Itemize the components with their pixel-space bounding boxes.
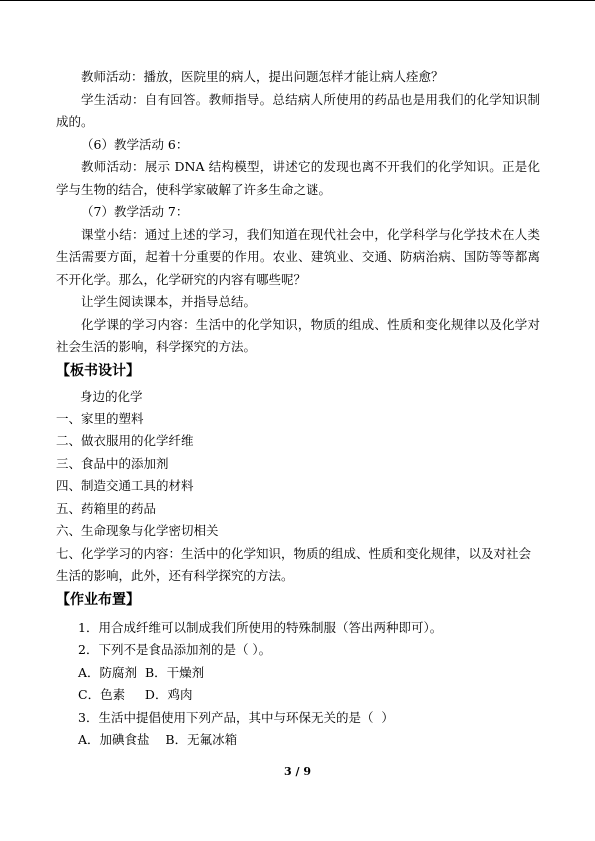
homework-question-3-options-ab: A．加碘食盐 B．无氟冰箱 — [78, 732, 238, 747]
paragraph-class-summary: 课堂小结：通过上述的学习，我们知道在现代社会中，化学科学与化学技术在人类生活需要方面，起着十分重要的作用。农业、建筑业、交通、防病治病、国防等等都离不开化学。那么，化学研究的内容有哪些呢？ — [56, 226, 540, 287]
board-item-3: 三、食品中的添加剂 — [56, 455, 169, 471]
board-design-title: 身边的化学 — [80, 388, 143, 404]
board-item-7: 七、化学学习的内容：生活中的化学知识，物质的组成、性质和变化规律，以及对社会生活的影响，此外，还有科学探究的方法。 — [56, 545, 532, 583]
board-item-4: 四、制造交通工具的材料 — [56, 478, 194, 493]
board-item-5: 五、药箱里的药品 — [56, 500, 157, 516]
homework-question-2-options-cd: C．色素 D．鸡肉 — [78, 687, 193, 702]
paragraph-student-activity: 学生活动：自有回答。教师指导。总结病人所使用的药品也是用我们的化学知识制成的。 — [56, 91, 540, 129]
document-body — [56, 66, 540, 752]
board-item-1: 一、家里的塑料 — [56, 410, 144, 426]
paragraph-teacher-activity-video: 教师活动：播放，医院里的病人，提出问题怎样才能让病人痊愈？ — [81, 69, 444, 84]
board-item-2: 二、做衣服用的化学纤维 — [56, 433, 194, 448]
board-design-heading: 【板书设计】 — [56, 362, 140, 379]
homework-question-2: 2．下列不是食品添加剂的是（ ）。 — [78, 642, 272, 657]
header-rule — [0, 0, 595, 1]
homework-heading: 【作业布置】 — [56, 591, 140, 608]
board-item-6: 六、生命现象与化学密切相关 — [56, 523, 219, 538]
homework-question-3: 3．生活中提倡使用下列产品，其中与环保无关的是（ ） — [78, 709, 394, 725]
homework-question-1: 1．用合成纤维可以制成我们所使用的特殊制服（答出两种即可）。 — [78, 619, 443, 635]
page-number: 3 / 9 — [284, 765, 311, 778]
section-activity-6: （6）教学活动 6： — [81, 136, 189, 152]
paragraph-teacher-activity-dna: 教师活动：展示 DNA 结构模型，讲述它的发现也离不开我们的化学知识。正是化学与生物的结合，使科学家破解了许多生命之谜。 — [56, 159, 540, 197]
paragraph-course-content: 化学课的学习内容：生活中的化学知识，物质的组成、性质和变化规律以及化学对社会生活的影响，科学探究的方法。 — [56, 316, 540, 354]
section-activity-7: （7）教学活动 7： — [81, 204, 189, 219]
homework-question-2-options-ab: A．防腐剂 B．干燥剂 — [78, 664, 205, 680]
paragraph-reading-guide: 让学生阅读课本，并指导总结。 — [81, 294, 257, 309]
